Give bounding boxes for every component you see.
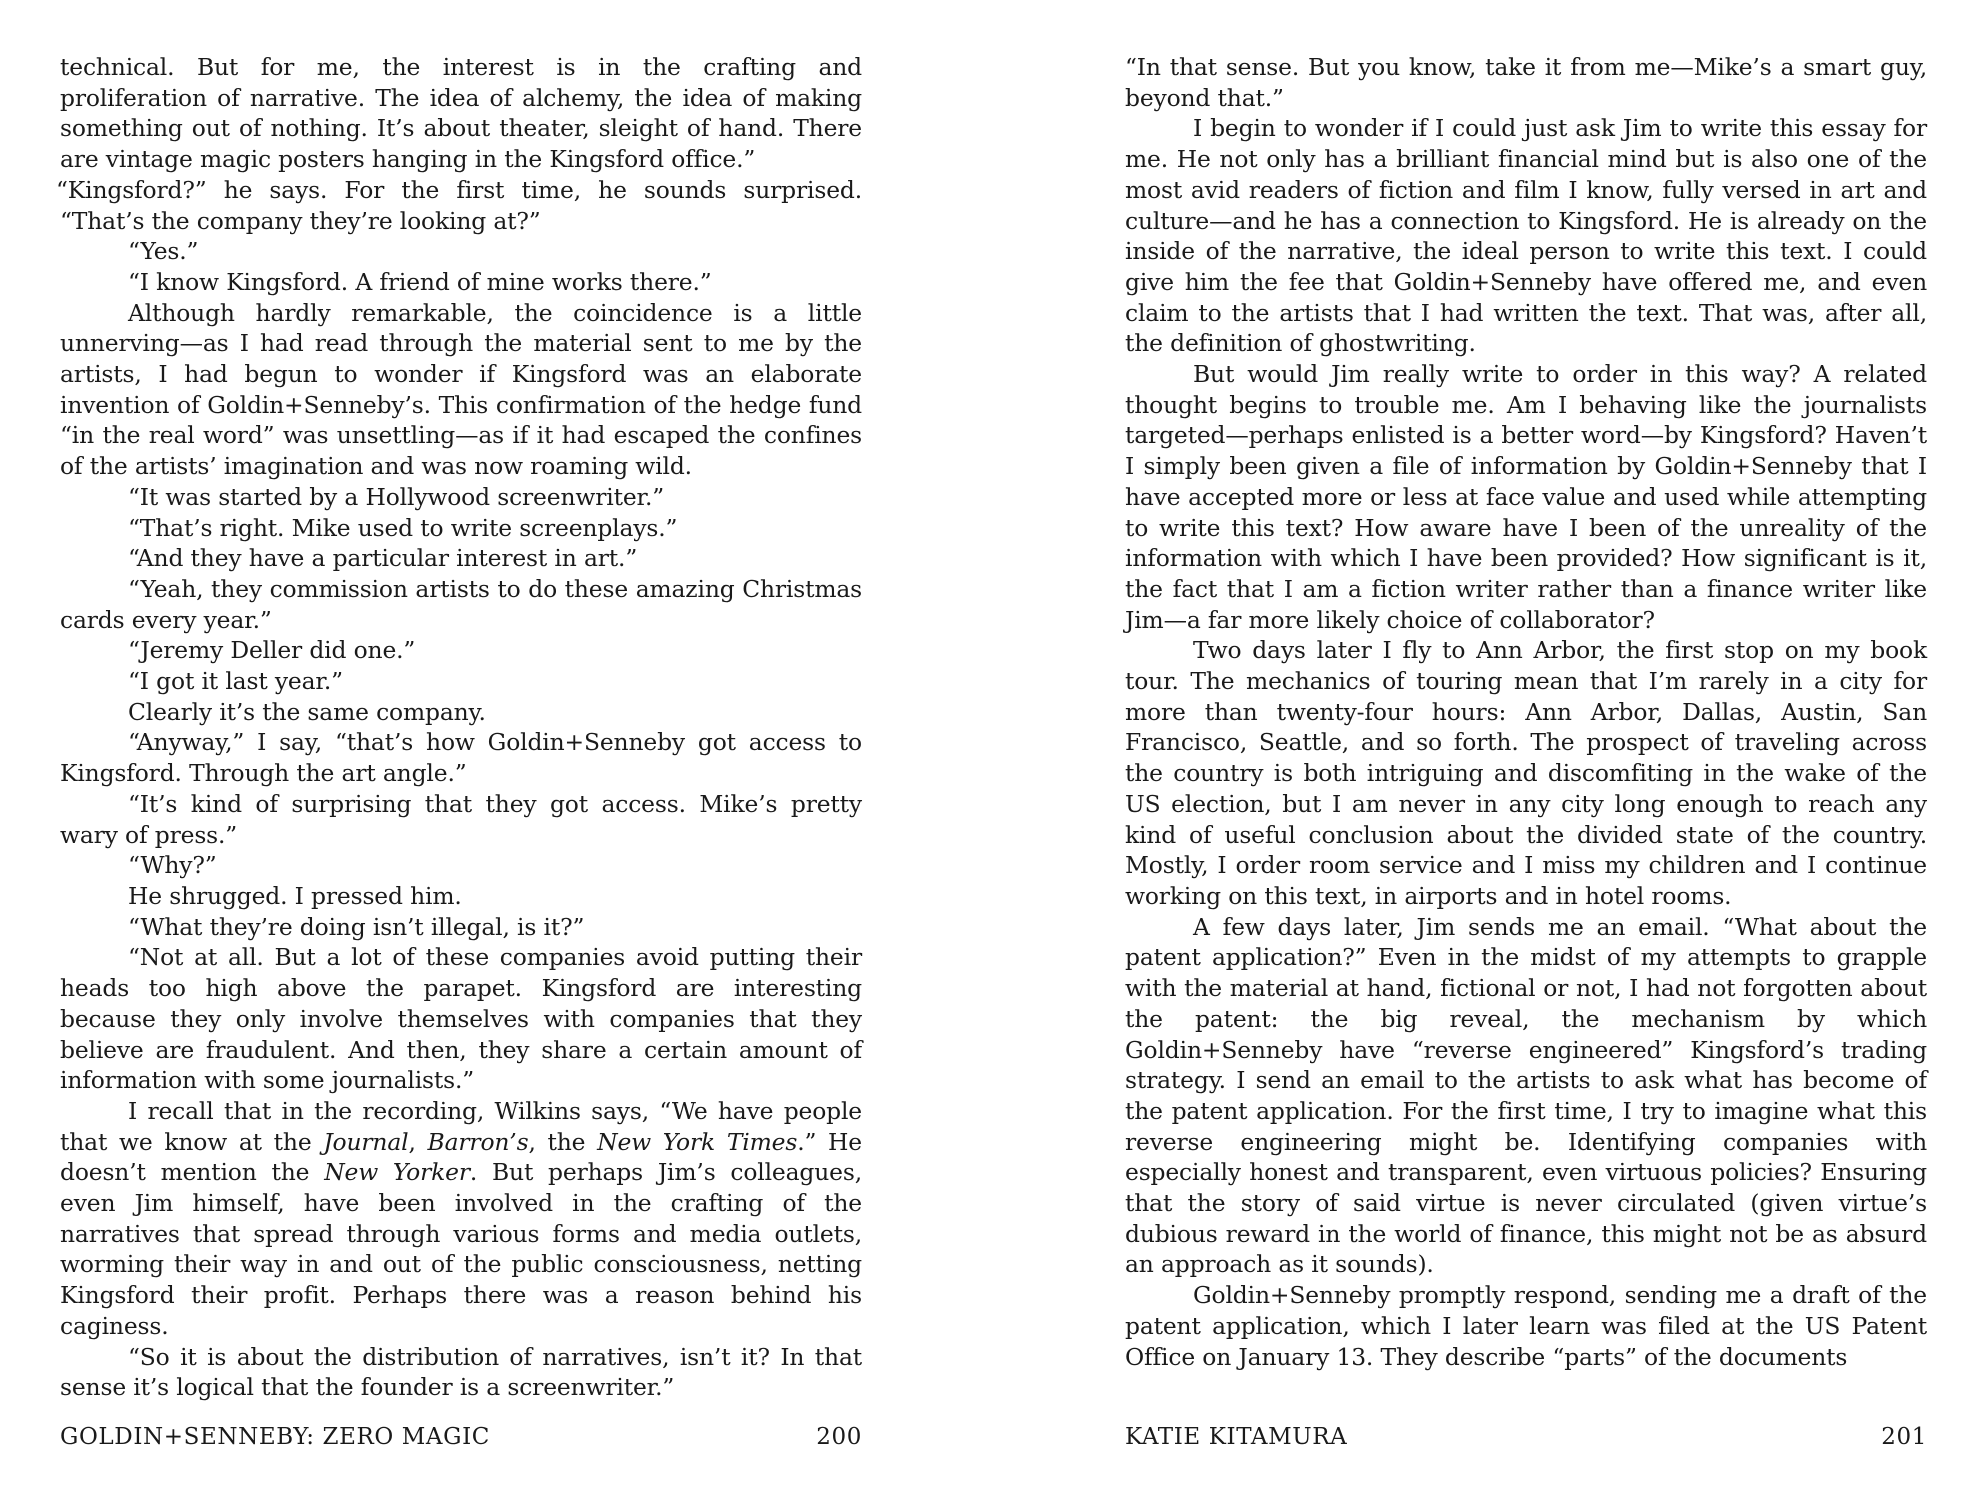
running-title: KATIE KITAMURA — [1125, 1424, 1348, 1450]
paragraph: I recall that in the recording, Wilkins says, “We have people that we know at the Journal, Barron’s, the New York Times.” He doesn’t mention the New Yorker. But perhaps Jim’s colleagues, even Jim himself, have been involved in the crafting of the narratives that spread through various forms and media outlets, worming their way in and out of the public consciousness, netting Kingsford their profit. Perhaps there was a reason behind his caginess. — [60, 1096, 862, 1340]
left-page-body — [56, 52, 862, 1403]
paragraph: Two days later I fly to Ann Arbor, the first stop on my book tour. The mechanics of touring mean that I’m rarely in a city for more than twenty-four hours: Ann Arbor, Dallas, Austin, San Francisco, Seattle, and so forth. The prospect of traveling across the country is both intriguing and discomfiting in the wake of the US election, but I am never in any city long enough to reach any kind of useful conclusion about the divided state of the country. Mostly, I order room service and I miss my children and I continue working on this text, in airports and in hotel rooms. — [1125, 636, 1927, 910]
paragraph: “And they have a particular interest in art.” — [128, 544, 638, 573]
paragraph: “In that sense. But you know, take it from me—Mike’s a smart guy, beyond that.” — [1125, 53, 1927, 112]
paragraph: I begin to wonder if I could just ask Jim to write this essay for me. He not only has a brilliant financial mind but is also one of the most avid readers of fiction and film I know, fully versed in art and culture—and he has a connection to Kingsford. He is already on the inside of the narrative, the ideal person to write this text. I could give him the fee that Goldin+Senneby have offered me, and even claim to the artists that I had written the text. That was, after all, the definition of ghostwriting. — [1125, 114, 1927, 358]
paragraph: “Anyway,” I say, “that’s how Goldin+Senneby got access to Kingsford. Through the art angle.” — [60, 728, 862, 788]
publication-title: Barron’s — [427, 1127, 529, 1156]
paragraph: “That’s right. Mike used to write screenplays.” — [128, 513, 678, 542]
paragraph: “I got it last year.” — [128, 667, 343, 696]
paragraph: “Yes.” — [128, 237, 199, 266]
left-page — [56, 52, 862, 1403]
page-number: 200 — [816, 1424, 862, 1450]
paragraph: “Yeah, they commission artists to do these amazing Christmas cards every year.” — [60, 574, 862, 634]
paragraph: “It was started by a Hollywood screenwriter.” — [128, 482, 665, 511]
paragraph: But would Jim really write to order in this way? A related thought begins to trouble me. Am I behaving like the journalists targeted—perhaps enlisted is a better word—by Kingsford? Haven’t I simply been given a file of information by Goldin+Senneby that I have accepted more or less at face value and used while attempting to write this text? How aware have I been of the unreality of the information with which I have been provided? How significant is it, the fact that I am a fiction writer rather than a finance writer like Jim—a far more likely choice of collaborator? — [1125, 360, 1927, 634]
paragraph: “It’s kind of surprising that they got access. Mike’s pretty wary of press.” — [60, 789, 862, 849]
paragraph: He shrugged. I pressed him. — [128, 881, 462, 910]
right-page-body — [1125, 52, 1927, 1372]
paragraph: Although hardly remarkable, the coincidence is a little unnerving—as I had read through the material sent to me by the artists, I had begun to wonder if Kingsford was an elaborate invention of Goldin+Senneby’s. This confirmation of the hedge fund “in the real word” was unsettling—as if it had escaped the confines of the artists’ imagination and was now roaming wild. — [60, 298, 862, 481]
paragraph: “Why?” — [128, 851, 217, 880]
right-page-footer — [1125, 1424, 1927, 1450]
left-page-footer — [60, 1424, 862, 1450]
paragraph: “Kingsford?” he says. For the first time, he sounds surprised. “That’s the company they’re looking at?” — [56, 175, 862, 235]
paragraph: “I know Kingsford. A friend of mine works there.” — [128, 267, 712, 296]
paragraph: Clearly it’s the same company. — [128, 697, 486, 726]
publication-title: New Yorker — [324, 1158, 470, 1187]
paragraph: “Jeremy Deller did one.” — [128, 636, 416, 665]
publication-title: New York Times — [597, 1127, 798, 1156]
paragraph: A few days later, Jim sends me an email. “What about the patent application?” Even in the midst of my attempts to grapple with the material at hand, fictional or not, I had not forgotten about the patent: the big reveal, the mechanism by which Goldin+Senneby have “reverse engineered” Kingsford’s trading strategy. I send an email to the artists to ask what has become of the patent application. For the first time, I try to imagine what this reverse engineering might be. Identifying companies with especially honest and transparent, even virtuous policies? Ensuring that the story of said virtue is never circulated (given virtue’s dubious reward in the world of finance, this might not be as absurd an approach as it sounds). — [1125, 912, 1927, 1279]
right-page — [1125, 52, 1927, 1372]
page-number: 201 — [1881, 1424, 1927, 1450]
paragraph: “Not at all. But a lot of these companies avoid putting their heads too high above the parapet. Kingsford are interesting because they only involve themselves with companies that they believe are fraudulent. And then, they share a certain amount of information with some journalists.” — [60, 943, 862, 1095]
publication-title: Journal — [323, 1127, 409, 1156]
paragraph: technical. But for me, the interest is in the crafting and proliferation of narrative. The idea of alchemy, the idea of making something out of nothing. It’s about theater, sleight of hand. There are vintage magic posters hanging in the Kingsford office.” — [60, 53, 862, 174]
running-title: GOLDIN+SENNEBY: ZERO MAGIC — [60, 1424, 490, 1450]
paragraph: “So it is about the distribution of narratives, isn’t it? In that sense it’s logical that the founder is a screenwriter.” — [60, 1342, 862, 1402]
paragraph: “What they’re doing isn’t illegal, is it?” — [128, 912, 585, 941]
paragraph: Goldin+Senneby promptly respond, sending me a draft of the patent application, which I later learn was filed at the US Patent Office on January 13. They describe “parts” of the documents — [1125, 1281, 1927, 1371]
